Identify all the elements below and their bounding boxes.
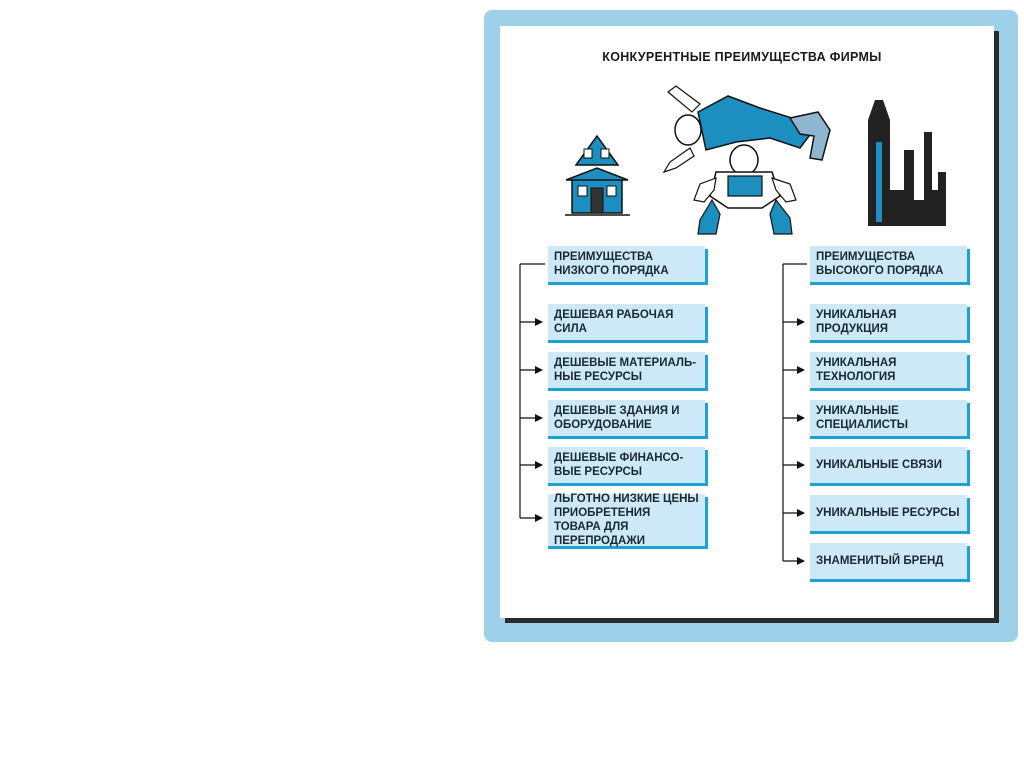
wrestlers-icon: [664, 86, 830, 234]
left-item-box: [545, 352, 705, 388]
right-item-box: [807, 543, 967, 579]
right-item-text: УНИКАЛЬНЫЕ СВЯЗИ: [816, 459, 943, 471]
right-header-box: [807, 246, 967, 282]
right-item-text: УНИКАЛЬНАЯ ТЕХНОЛОГИЯ: [816, 357, 897, 383]
right-connectors: [783, 264, 807, 561]
right-item-box: [807, 447, 967, 483]
left-item-box: [545, 400, 705, 436]
left-item-text: ДЕШЕВЫЕ МАТЕРИАЛЬ-НЫЕ РЕСУРСЫ: [554, 357, 697, 383]
house-icon: [565, 136, 630, 215]
skyscraper-icon: [868, 100, 946, 226]
diagram-title: КОНКУРЕНТНЫЕ ПРЕИМУЩЕСТВА ФИРМЫ: [602, 50, 882, 64]
right-item-text: УНИКАЛЬНАЯ ПРОДУКЦИЯ: [816, 309, 897, 335]
left-item-text: ДЕШЕВАЯ РАБОЧАЯ СИЛА: [554, 309, 674, 335]
left-item-box: [545, 494, 705, 546]
right-item-box: [807, 495, 967, 531]
left-item-text: ДЕШЕВЫЕ ФИНАНСО-ВЫЕ РЕСУРСЫ: [554, 452, 684, 478]
right-header-text: ПРЕИМУЩЕСТВА ВЫСОКОГО ПОРЯДКА: [816, 251, 944, 277]
left-item-box: [545, 447, 705, 483]
right-item-text: УНИКАЛЬНЫЕ СПЕЦИАЛИСТЫ: [816, 405, 908, 431]
right-item-box: [807, 352, 967, 388]
left-item-text: ДЕШЕВЫЕ ЗДАНИЯ И ОБОРУДОВАНИЕ: [554, 405, 680, 431]
left-header-text: ПРЕИМУЩЕСТВА НИЗКОГО ПОРЯДКА: [554, 251, 669, 277]
right-item-text: УНИКАЛЬНЫЕ РЕСУРСЫ: [816, 507, 960, 519]
right-item-box: [807, 400, 967, 436]
left-connectors: [520, 264, 545, 518]
left-item-box: [545, 304, 705, 340]
right-item-text: ЗНАМЕНИТЫЙ БРЕНД: [816, 555, 944, 567]
left-item-text: ЛЬГОТНО НИЗКИЕ ЦЕНЫ ПРИОБРЕТЕНИЯ ТОВАРА ДЛЯ ПЕРЕПРОДАЖИ: [554, 493, 699, 547]
right-item-box: [807, 304, 967, 340]
left-header-box: [545, 246, 705, 282]
